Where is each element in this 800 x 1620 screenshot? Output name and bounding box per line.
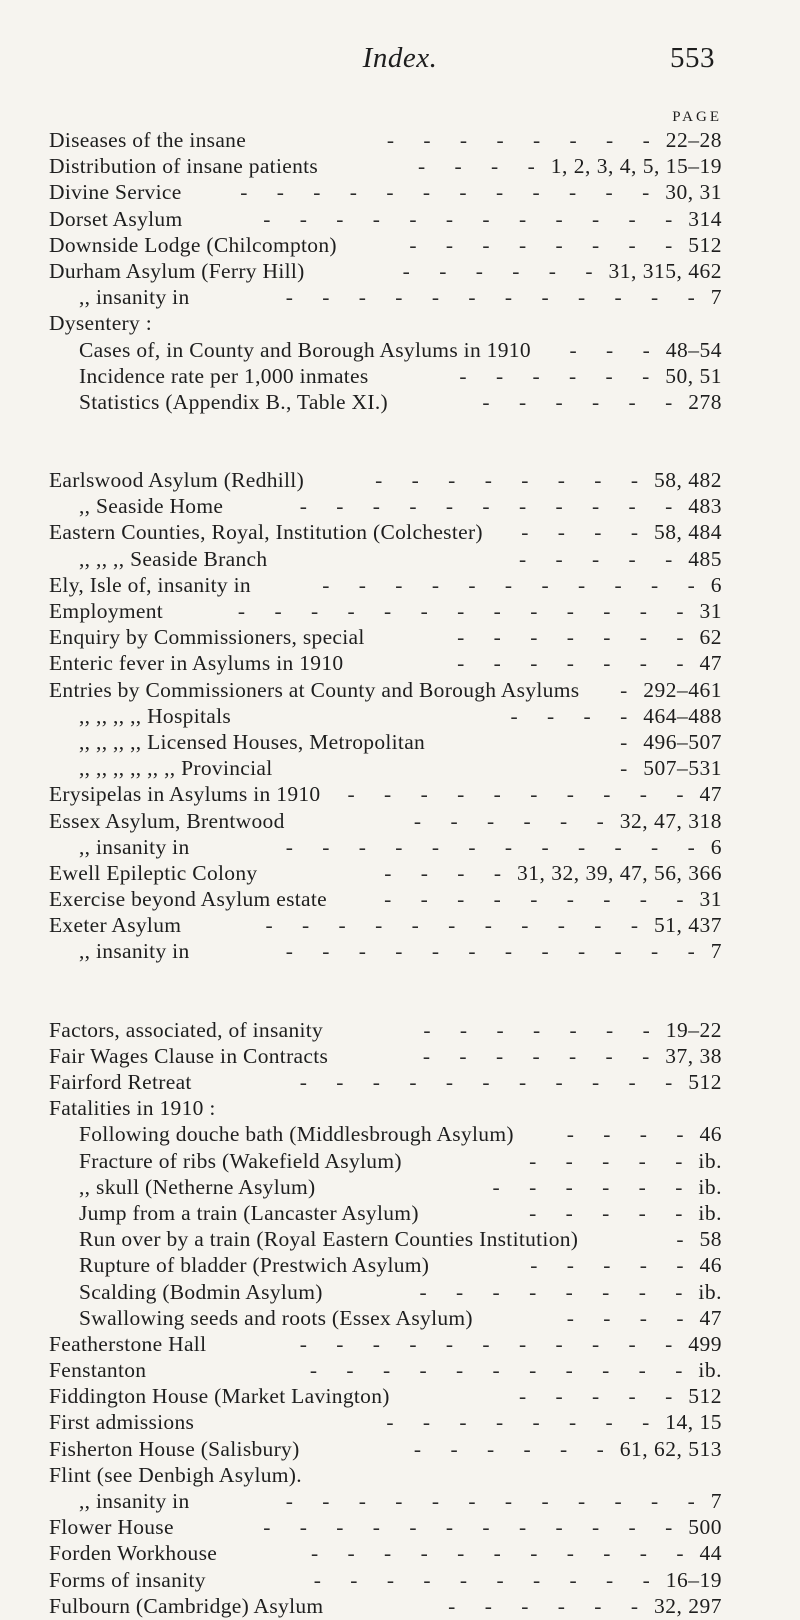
index-entry [49,468,722,494]
entry-pages: 62 [699,625,722,650]
entry-label: Flower House [49,1515,174,1540]
entry-pages: 47 [699,1305,722,1330]
entry-label: ,, insanity in [79,939,190,964]
leader-dots: - - - - - - - [422,1043,662,1068]
entry-label: Incidence rate per 1,000 inmates [79,363,369,388]
entry-label: Enquiry by Commissioners, special [49,625,365,650]
entry-pages: 46 [699,1122,722,1147]
entry-pages: 16–19 [665,1567,722,1592]
leader-dots: - - - - - - - - - - - - [285,1489,707,1513]
index-entry [49,1437,722,1463]
index-entry [49,573,722,599]
leader-dots: - [620,729,640,754]
leader-dots: - - - - - [530,1253,696,1278]
entry-label: Flint (see Denbigh Asylum). [49,1462,302,1487]
entry-pages: 512 [688,232,722,257]
index-entry [49,259,722,285]
index-entry [49,1568,722,1594]
entry-label: Exeter Asylum [49,913,182,938]
entry-pages: ib. [698,1279,722,1304]
entry-pages: 496–507 [643,729,722,754]
entry-pages: 278 [688,389,722,414]
index-entry [49,390,722,416]
entry-label: Distribution of insane patients [49,154,319,179]
entry-label: Run over by a train (Royal Eastern Counties Institution) [79,1227,579,1252]
index-entry [49,1541,722,1567]
index-entry [49,1253,722,1279]
page-column-heading: PAGE [672,109,722,125]
index-entry [49,835,722,861]
leader-dots: - - - - - [529,1200,695,1225]
entry-label: Factors, associated, of insanity [49,1017,324,1042]
leader-dots: - - - - - - - [423,1017,662,1042]
entry-label: Rupture of bladder (Prestwich Asylum) [79,1253,430,1278]
entry-label: Eastern Counties, Royal, Institution (Colchester) [49,520,483,545]
entry-label: First admissions [49,1410,195,1435]
index-entry [49,1122,722,1148]
index-entry-heading [49,1096,722,1122]
leader-dots: - [620,677,640,702]
index-entry [49,1489,722,1515]
leader-dots: - - - - - - - - - [384,887,696,912]
entry-pages: 512 [688,1070,722,1094]
entry-label: Fulbourn (Cambridge) Asylum [49,1593,324,1618]
index-entry [49,1332,722,1358]
leader-dots: - - - - - - - - - - - [322,572,707,597]
entry-pages: 58, 484 [654,520,722,545]
entry-pages: 44 [699,1541,722,1566]
entry-label: Downside Lodge (Chilcompton) [49,232,337,257]
entry-label: Fairford Retreat [49,1070,192,1094]
index-entry [49,913,722,939]
index-entry [49,520,722,546]
leader-dots: - - - - - - - - - - - [265,913,650,938]
entry-label: Diseases of the insane [49,128,247,152]
entry-pages: 7 [710,1489,722,1513]
index-entry [49,1280,722,1306]
entry-pages: 19–22 [665,1017,722,1042]
leader-dots: - - - - - - [402,258,605,283]
entry-label: Fatalities in 1910 : [49,1096,216,1121]
index-entry [49,1410,722,1436]
leader-dots: - - - - - - - - - - [313,1567,662,1592]
entry-label: ,, insanity in [79,285,190,310]
entry-label: Erysipelas in Asylums in 1910 [49,782,321,807]
entry-pages: 7 [710,285,722,310]
leader-dots: - - - - [521,520,650,545]
entry-pages: 14, 15 [665,1410,722,1435]
entry-label: Swallowing seeds and roots (Essex Asylum) [79,1305,473,1330]
index-entry [49,1018,722,1044]
entry-label: Scalding (Bodmin Asylum) [79,1279,323,1304]
entry-label: ,, insanity in [79,834,190,859]
index-entry [49,1175,722,1201]
entry-label: Featherstone Hall [49,1331,207,1356]
index-entry [49,887,722,913]
entry-pages: 499 [688,1331,722,1356]
leader-dots: - - - - - - - - - - - - [240,180,662,205]
leader-dots: - [620,756,640,781]
entry-label: ,, ,, ,, ,, ,, ,, Provincial [79,756,273,781]
entry-label: Employment [49,599,164,623]
entry-label: Forms of insanity [49,1567,206,1592]
leader-dots: - - - - - [518,546,685,571]
index-entry [49,1201,722,1227]
entry-pages: 6 [710,572,722,597]
leader-dots: - - - - - - [448,1593,650,1618]
leader-dots: - - - - - - - [457,625,696,650]
leader-dots: - - - - - - - - [386,1410,662,1435]
leader-dots: - - - - - - - - - - - - [263,1515,685,1540]
index-entry [49,625,722,651]
entry-label: Following douche bath (Middlesbrough Asylum) [79,1122,514,1147]
entry-label: Entries by Commissioners at County and Borough Asylums [49,677,580,702]
entry-pages: 22–28 [665,128,722,152]
entry-pages: 483 [688,494,722,519]
index-entry [49,494,722,520]
entry-label: Enteric fever in Asylums in 1910 [49,651,344,676]
index-entry [49,180,722,206]
entry-label: ,, insanity in [79,1489,190,1513]
index-entry [49,730,722,756]
entry-label: Fiddington House (Market Lavington) [49,1384,390,1409]
page-number: 553 [670,42,715,74]
index-entry [49,782,722,808]
entry-pages: 50, 51 [665,363,722,388]
entry-pages: 61, 62, 513 [619,1436,722,1461]
entry-label: ,, Seaside Home [79,494,224,519]
leader-dots: - [676,1227,696,1252]
entry-pages: 58, 482 [654,468,722,493]
index-entry [49,1594,722,1620]
leader-dots: - - - - - - - - - - [347,782,696,807]
entry-label: Durham Asylum (Ferry Hill) [49,258,305,283]
entry-pages: 37, 38 [665,1043,722,1068]
entry-pages: 6 [710,834,722,859]
index-entry [49,1227,722,1253]
index-entry [49,1358,722,1384]
leader-dots: - - - - - - - [457,651,696,676]
leader-dots: - - - - [417,154,547,179]
index-entry [49,1384,722,1410]
leader-dots: - - - - - - - - [419,1279,695,1304]
index-entry [49,338,722,364]
entry-pages: 7 [710,939,722,964]
leader-dots: - - - - - - - - - - - - [263,206,685,231]
entry-label: Forden Workhouse [49,1541,218,1566]
leader-dots: - - - - - - - - - - - - [285,834,707,859]
index-entry [49,364,722,390]
leader-dots: - - - - - - - - [409,232,685,257]
entry-pages: 51, 437 [654,913,722,938]
leader-dots: - - - - - - [459,363,662,388]
leader-dots: - - - - - - - - - - - - - [237,599,696,623]
index-entry-heading [49,311,722,337]
index-entry [49,285,722,311]
entry-pages: 31 [699,599,722,623]
index-entry [49,861,722,887]
index-entry [49,1515,722,1541]
index-entry [49,1463,722,1489]
entry-pages: 512 [688,1384,722,1409]
entry-label: ,, skull (Netherne Asylum) [79,1174,316,1199]
entry-label: ,, ,, ,, Seaside Branch [79,546,268,571]
running-head [0,42,800,82]
index-entry [49,1044,722,1070]
entry-pages: 31, 32, 39, 47, 56, 366 [517,860,722,885]
index-entry [49,233,722,259]
index-entry [49,547,722,573]
entry-pages: 500 [688,1515,722,1540]
entry-label: Ely, Isle of, insanity in [49,572,251,597]
leader-dots: - - - - - - - - - - - [299,1070,685,1094]
entry-pages: ib. [698,1358,722,1383]
entry-pages: 1, 2, 3, 4, 5, 15–19 [550,154,722,179]
entry-label: Statistics (Appendix B., Table XI.) [79,389,388,414]
index-entry [49,1070,722,1096]
index-entry [49,756,722,782]
entry-label: Earlswood Asylum (Redhill) [49,468,305,493]
entry-label: Ewell Epileptic Colony [49,860,258,885]
entry-pages: 507–531 [643,756,722,781]
leader-dots: - - - - - - - - - - - [310,1541,696,1566]
leader-dots: - - - - [566,1305,696,1330]
entry-pages: 31 [699,887,722,912]
entry-label: Exercise beyond Asylum estate [49,887,327,912]
leader-dots: - - - - - - [413,808,616,833]
index-entry [49,704,722,730]
entry-label: Divine Service [49,180,182,205]
leader-dots: - - - - [566,1122,696,1147]
entry-pages: 485 [688,546,722,571]
entry-label: ,, ,, ,, ,, Licensed Houses, Metropolitan [79,729,426,754]
entry-label: Jump from a train (Lancaster Asylum) [79,1200,419,1225]
leader-dots: - - - - - - - - - - - [299,1331,685,1356]
leader-dots: - - - - - [518,1384,685,1409]
entry-pages: 314 [688,206,722,231]
entry-pages: 46 [699,1253,722,1278]
entry-label: Fracture of ribs (Wakefield Asylum) [79,1148,402,1173]
leader-dots: - - - - [384,860,513,885]
leader-dots: - - - - - - - - - - - - [285,939,707,964]
index-entry [49,1149,722,1175]
entry-pages: 31, 315, 462 [608,258,722,283]
leader-dots: - - - - - - [482,389,685,414]
entry-label: Fair Wages Clause in Contracts [49,1043,329,1068]
index-entries [49,128,722,1620]
entry-pages: 47 [699,651,722,676]
entry-label: Dysentery : [49,311,153,336]
index-entry [49,599,722,625]
running-title: Index. [362,42,438,74]
entry-label: Fisherton House (Salisbury) [49,1436,300,1461]
entry-label: Cases of, in County and Borough Asylums in 1910 [79,337,531,362]
leader-dots: - - - - - [529,1148,695,1173]
entry-pages: 48–54 [665,337,722,362]
index-entry [49,678,722,704]
leader-dots: - - - - - - [413,1436,616,1461]
entry-label: ,, ,, ,, ,, Hospitals [79,703,232,728]
index-entry [49,651,722,677]
leader-dots: - - - - - - - - [386,128,662,152]
entry-pages: 464–488 [643,703,722,728]
entry-pages: 32, 47, 318 [619,808,722,833]
leader-dots: - - - - - - [492,1174,695,1199]
entry-label: Fenstanton [49,1358,147,1383]
leader-dots: - - - - - - - - - - - [309,1358,695,1383]
leader-dots: - - - - - - - - - - - - [285,285,707,310]
leader-dots: - - - - - - - - - - - [299,494,685,519]
index-entry [49,809,722,835]
entry-pages: 30, 31 [665,180,722,205]
entry-pages: ib. [698,1174,722,1199]
leader-dots: - - - - - - - - [375,468,650,493]
entry-pages: 292–461 [643,677,722,702]
index-entry [49,128,722,154]
index-entry [49,207,722,233]
entry-pages: 32, 297 [654,1593,722,1618]
entry-pages: ib. [698,1148,722,1173]
index-entry [49,939,722,965]
entry-label: Essex Asylum, Brentwood [49,808,285,833]
entry-pages: 47 [699,782,722,807]
entry-label: Dorset Asylum [49,206,183,231]
entry-pages: 58 [699,1227,722,1252]
leader-dots: - - - [569,337,662,362]
entry-pages: ib. [698,1200,722,1225]
index-entry [49,1306,722,1332]
index-entry [49,154,722,180]
leader-dots: - - - - [510,703,640,728]
